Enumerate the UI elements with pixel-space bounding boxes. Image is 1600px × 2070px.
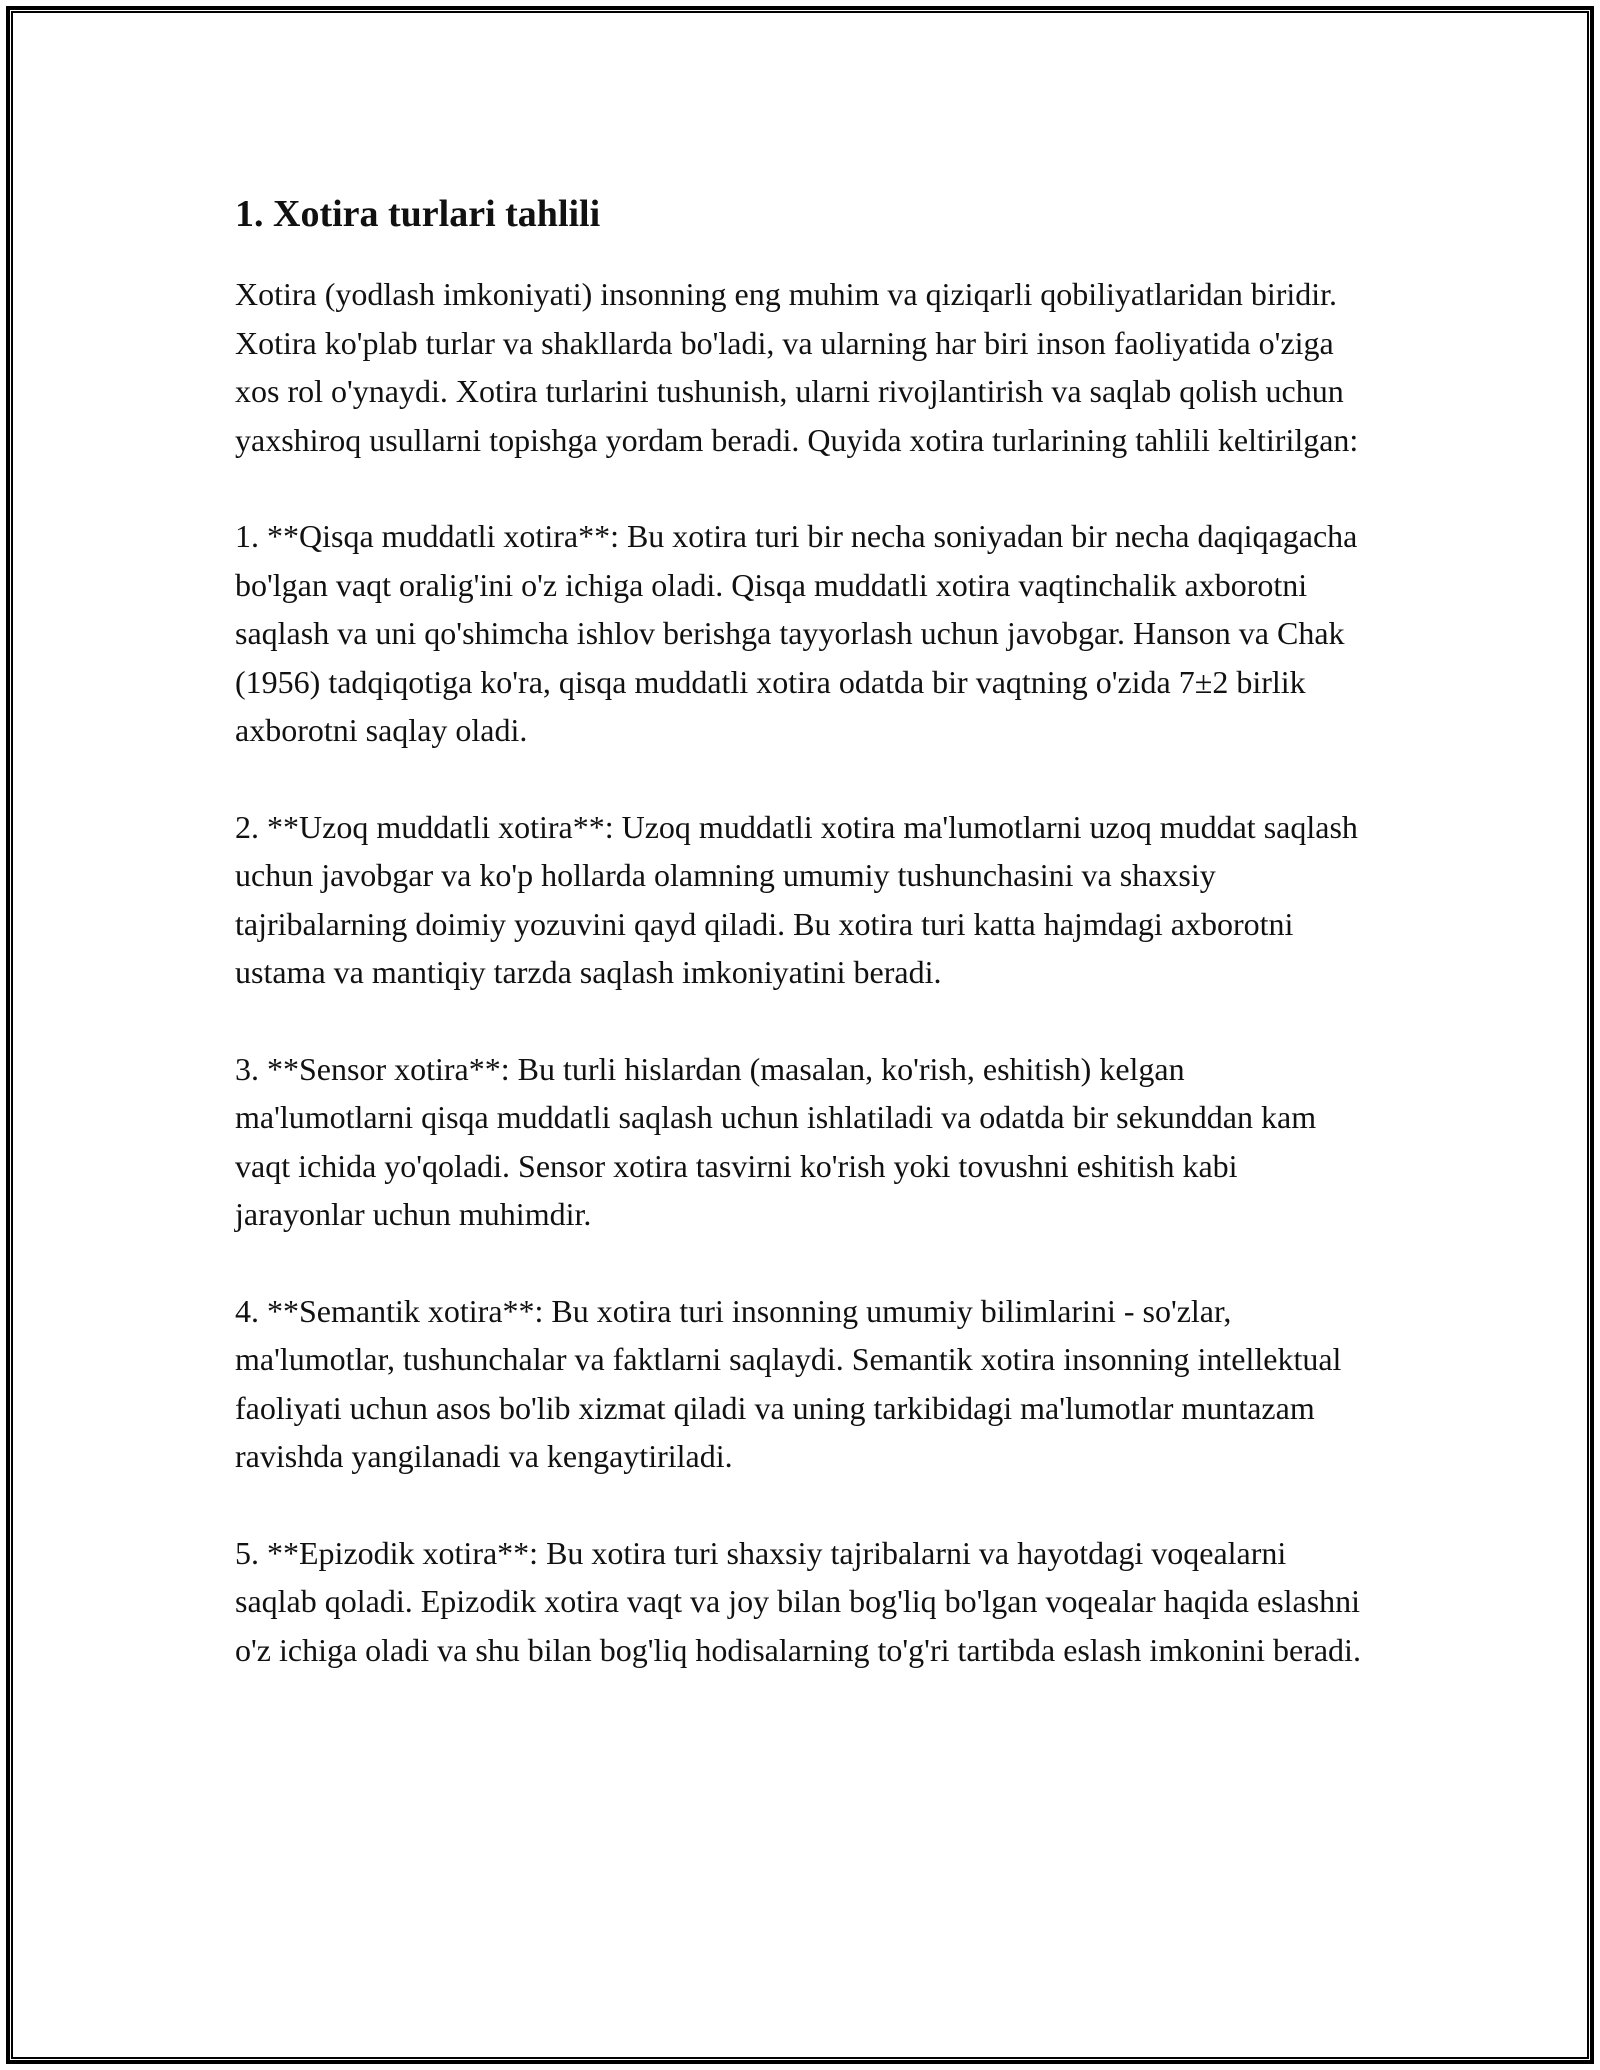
page-title: 1. Xotira turlari tahlili	[235, 193, 601, 235]
document-body	[235, 188, 1370, 1674]
paragraph-short-term-memory: 1. **Qisqa muddatli xotira**: Bu xotira turi bir necha soniyadan bir necha daqiqagacha bo'lgan vaqt oralig'ini o'z ichiga oladi. Qisqa muddatli xotira vaqtinchalik axborotni saqlash va uni qo'shimcha ishlov berishga tayyorlash uchun javobgar. Hanson va Chak (1956) tadqiqotiga ko'ra, qisqa muddatli xotira odatda bir vaqtning o'zida 7±2 birlik axborotni saqlay oladi.	[235, 518, 1358, 748]
paragraph-semantic-memory: 4. **Semantik xotira**: Bu xotira turi insonning umumiy bilimlarini - so'zlar, ma'lumotlar, tushunchalar va faktlarni saqlaydi. Semantik xotira insonning intellektual faoliyati uchun asos bo'lib xizmat qiladi va uning tarkibidagi ma'lumotlar muntazam ravishda yangilanadi va kengaytiriladi.	[235, 1292, 1342, 1474]
paragraph-intro: Xotira (yodlash imkoniyati) insonning eng muhim va qiziqarli qobiliyatlaridan biridir. Xotira ko'plab turlar va shakllarda bo'ladi, va ularning har biri inson faoliyatida o'ziga xos rol o'ynaydi. Xotira turlarini tushunish, ularni rivojlantirish va saqlab qolish uchun yaxshiroq usullarni topishga yordam beradi. Quyida xotira turlarining tahlili keltirilgan:	[235, 276, 1359, 458]
paragraph-sensory-memory: 3. **Sensor xotira**: Bu turli hislardan (masalan, ko'rish, eshitish) kelgan ma'lumotlarni qisqa muddatli saqlash uchun ishlatiladi va odatda bir sekunddan kam vaqt ichida yo'qoladi. Sensor xotira tasvirni ko'rish yoki tovushni eshitish kabi jarayonlar uchun muhimdir.	[235, 1050, 1317, 1232]
paragraph-long-term-memory: 2. **Uzoq muddatli xotira**: Uzoq muddatli xotira ma'lumotlarni uzoq muddat saqlash uchun javobgar va ko'p hollarda olamning umumiy tushunchasini va shaxsiy tajribalarning doimiy yozuvini qayd qiladi. Bu xotira turi katta hajmdagi axborotni ustama va mantiqiy tarzda saqlash imkoniyatini beradi.	[235, 808, 1358, 990]
paragraph-episodic-memory: 5. **Epizodik xotira**: Bu xotira turi shaxsiy tajribalarni va hayotdagi voqealarni saqlab qoladi. Epizodik xotira vaqt va joy bilan bog'liq bo'lgan voqealar haqida eslashni o'z ichiga oladi va shu bilan bog'liq hodisalarning to'g'ri tartibda eslash imkonini beradi.	[235, 1534, 1361, 1668]
